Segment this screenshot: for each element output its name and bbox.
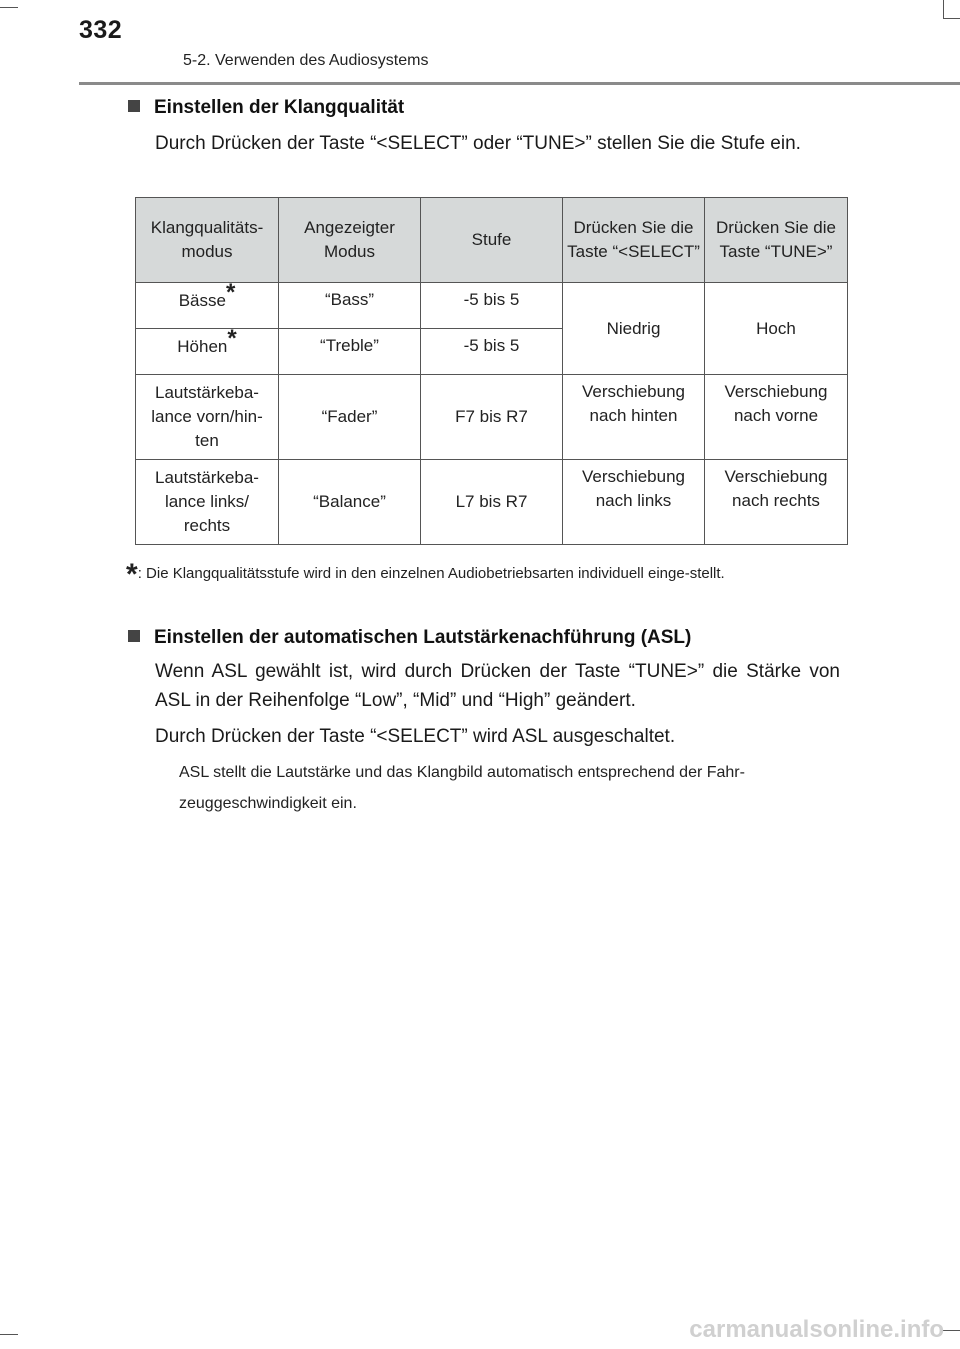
page-number: 332	[79, 16, 123, 44]
table-cell: Lautstärkeba-lance links/ rechts	[136, 460, 279, 545]
table-cell: “Treble”	[279, 329, 421, 375]
crop-mark	[943, 18, 960, 19]
table-header-row	[136, 198, 848, 283]
header-rule	[79, 82, 960, 85]
table-cell: Verschiebung nach rechts	[705, 460, 848, 545]
table-cell: “Fader”	[279, 375, 421, 460]
crop-mark	[943, 1330, 960, 1331]
section-title: 5-2. Verwenden des Audiosystems	[183, 52, 429, 69]
table-cell: Höhen*	[136, 329, 279, 375]
table-header-cell: Klangqualitäts-modus	[136, 198, 279, 283]
table-cell: -5 bis 5	[421, 283, 563, 329]
table-row	[136, 283, 848, 329]
asl-note: ASL stellt die Lautstärke und das Klangbild automatisch entsprechend der Fahr-zeuggeschwindigkeit ein.	[179, 764, 745, 812]
crop-mark	[943, 0, 944, 18]
table-cell: “Balance”	[279, 460, 421, 545]
table-header-cell: Drücken Sie die Taste “TUNE>”	[705, 198, 848, 283]
table-cell: Lautstärkeba-lance vorn/hin-ten	[136, 375, 279, 460]
table-cell: Verschiebung nach vorne	[705, 375, 848, 460]
table-cell: Niedrig	[563, 283, 705, 375]
sound-settings-table	[135, 197, 848, 545]
asterisk-marker: *	[225, 279, 236, 306]
table-cell: Verschiebung nach links	[563, 460, 705, 545]
asterisk-marker: *	[126, 558, 138, 591]
table-header-cell: Angezeigter Modus	[279, 198, 421, 283]
asl-paragraph: Durch Drücken der Taste “<SELECT” wird ASL ausgeschaltet.	[155, 726, 676, 747]
table-cell: -5 bis 5	[421, 329, 563, 375]
table-row	[136, 375, 848, 460]
footnote: *: Die Klangqualitätsstufe wird in den einzelnen Audiobetriebsarten individuell einge-stellt.	[126, 558, 725, 591]
table-header-cell: Drücken Sie die Taste “<SELECT”	[563, 198, 705, 283]
table-cell: L7 bis R7	[421, 460, 563, 545]
table-cell: F7 bis R7	[421, 375, 563, 460]
table-row	[136, 460, 848, 545]
crop-mark	[0, 7, 18, 8]
asl-paragraph: Wenn ASL gewählt ist, wird durch Drücken der Taste “TUNE>” die Stärke von ASL in der Reihenfolge “Low”, “Mid” und “High” geändert.	[155, 661, 840, 711]
table-cell: Hoch	[705, 283, 848, 375]
heading-sound-quality: Einstellen der Klangqualität	[128, 97, 404, 119]
square-bullet-icon	[128, 100, 140, 112]
square-bullet-icon	[128, 630, 140, 642]
table-cell: Bässe*	[136, 283, 279, 329]
heading-asl: Einstellen der automatischen Lautstärkenachführung (ASL)	[128, 627, 691, 649]
watermark: carmanualsonline.info	[689, 1316, 944, 1343]
sound-quality-text: Durch Drücken der Taste “<SELECT” oder “TUNE>” stellen Sie die Stufe ein.	[155, 133, 801, 154]
table-cell: Verschiebung nach hinten	[563, 375, 705, 460]
crop-mark	[0, 1334, 18, 1335]
table-header-cell: Stufe	[421, 198, 563, 283]
table-cell: “Bass”	[279, 283, 421, 329]
asterisk-marker: *	[227, 325, 237, 352]
